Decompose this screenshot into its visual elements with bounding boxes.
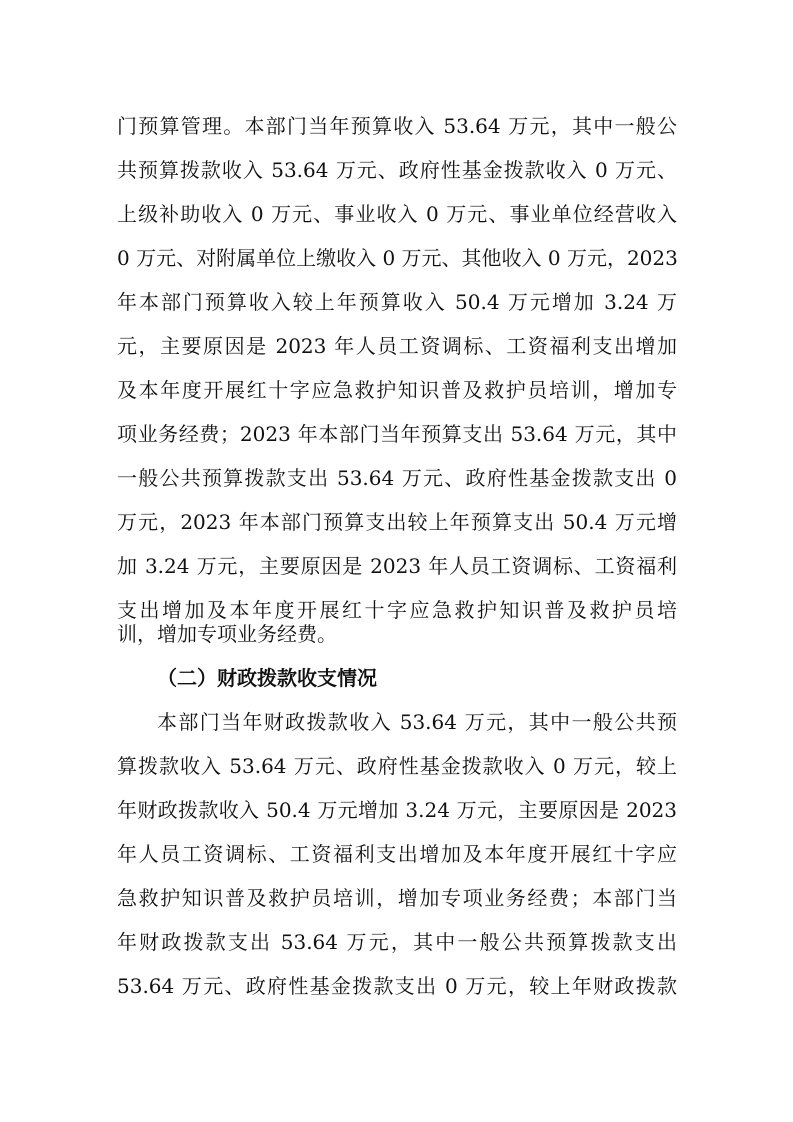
paragraph-line: 年财政拨款支出 53.64 万元，其中一般公共预算拨款支出: [117, 930, 677, 954]
paragraph-line: 上级补助收入 0 万元、事业收入 0 万元、事业单位经营收入: [117, 202, 677, 226]
paragraph-line: 支出增加及本年度开展红十字应急救护知识普及救护员培: [117, 598, 677, 622]
paragraph-line: 本部门当年财政拨款收入 53.64 万元，其中一般公共预: [157, 710, 677, 734]
paragraph-line: 项业务经费；2023 年本部门当年预算支出 53.64 万元，其中: [117, 422, 677, 446]
paragraph-line: 急救护知识普及救护员培训，增加专项业务经费；本部门当: [117, 886, 677, 910]
paragraph-line: 年人员工资调标、工资福利支出增加及本年度开展红十字应: [117, 842, 677, 866]
paragraph-line: 元，主要原因是 2023 年人员工资调标、工资福利支出增加: [117, 334, 677, 358]
paragraph-line: 共预算拨款收入 53.64 万元、政府性基金拨款收入 0 万元、: [117, 158, 677, 182]
paragraph-line: 年本部门预算收入较上年预算收入 50.4 万元增加 3.24 万: [117, 290, 677, 314]
paragraph-line: 训，增加专项业务经费。: [117, 622, 337, 646]
paragraph-line: 及本年度开展红十字应急救护知识普及救护员培训，增加专: [117, 378, 677, 402]
paragraph-line: 年财政拨款收入 50.4 万元增加 3.24 万元，主要原因是 2023: [117, 798, 677, 822]
paragraph-line: 0 万元、对附属单位上缴收入 0 万元、其他收入 0 万元，2023: [117, 246, 678, 270]
paragraph-line: 算拨款收入 53.64 万元、政府性基金拨款收入 0 万元，较上: [117, 754, 677, 778]
paragraph-line: 加 3.24 万元，主要原因是 2023 年人员工资调标、工资福利: [117, 554, 677, 578]
paragraph-line: 一般公共预算拨款支出 53.64 万元、政府性基金拨款支出 0: [117, 466, 677, 490]
paragraph-line: 53.64 万元、政府性基金拨款支出 0 万元，较上年财政拨款: [117, 974, 677, 998]
paragraph-line: 万元，2023 年本部门预算支出较上年预算支出 50.4 万元增: [117, 510, 677, 534]
paragraph-line: 门预算管理。本部门当年预算收入 53.64 万元，其中一般公: [117, 114, 677, 138]
section-heading-fiscal-appropriation: （二）财政拨款收支情况: [157, 666, 377, 690]
